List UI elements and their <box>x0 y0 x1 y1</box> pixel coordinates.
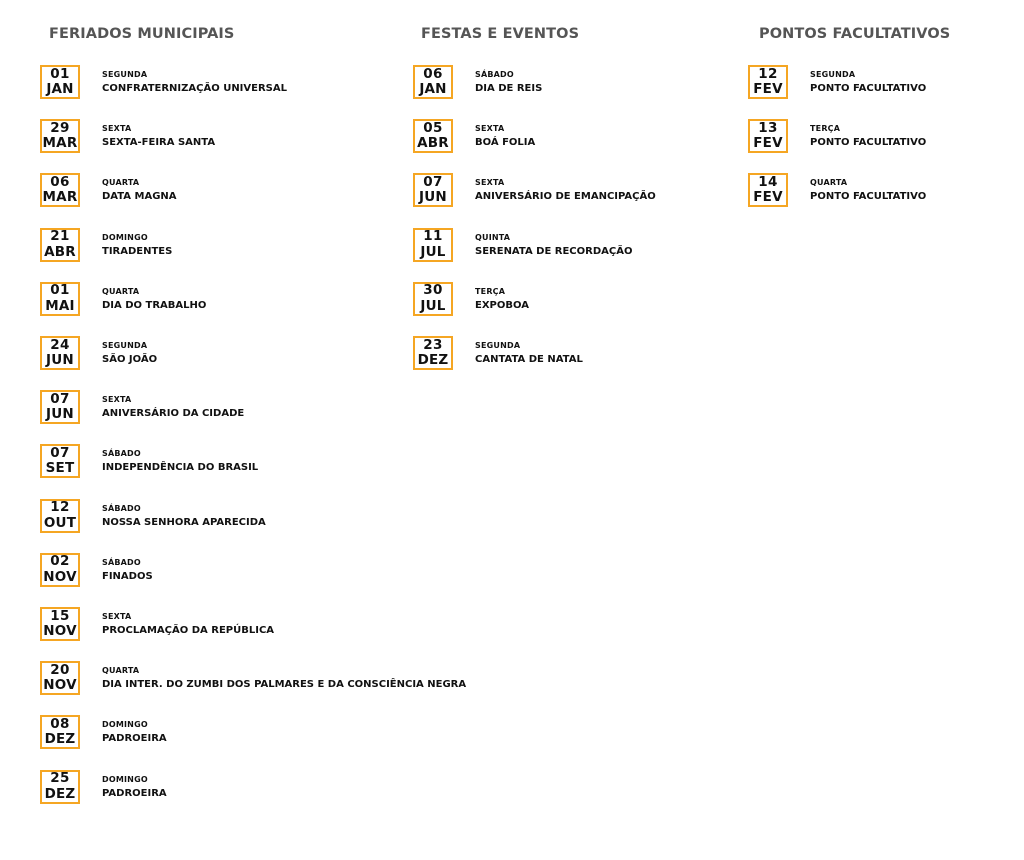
date-box <box>40 553 80 587</box>
weekday-label: SEXTA <box>102 395 132 405</box>
date-month: MAI <box>45 297 75 314</box>
date-month: NOV <box>43 623 77 639</box>
date-box <box>413 173 453 207</box>
date-box <box>40 173 80 207</box>
date-month: JUN <box>46 352 74 368</box>
holiday-name: CONFRATERNIZAÇÃO UNIVERSAL <box>102 83 287 94</box>
date-day: 07 <box>423 173 443 190</box>
holiday-entry <box>748 65 1024 109</box>
weekday-label: SEXTA <box>102 612 132 621</box>
date-day: 15 <box>50 607 70 624</box>
holiday-entry <box>413 228 933 272</box>
holiday-name: DIA INTER. DO ZUMBI DOS PALMARES E DA CONSCIÊNCIA NEGRA <box>102 679 467 691</box>
holiday-name: PONTO FACULTATIVO <box>810 83 927 94</box>
holiday-name: PONTO FACULTATIVO <box>810 191 927 203</box>
date-month: JUL <box>420 243 446 260</box>
holiday-entry <box>40 715 560 759</box>
date-day: 01 <box>50 282 70 299</box>
date-box <box>40 228 80 262</box>
holiday-name: CANTATA DE NATAL <box>475 354 583 365</box>
holiday-name: TIRADENTES <box>102 245 173 257</box>
date-day: 14 <box>758 173 778 190</box>
column-title: PONTOS FACULTATIVOS <box>759 26 951 42</box>
weekday-label: SEXTA <box>475 178 505 188</box>
date-day: 05 <box>423 119 443 136</box>
date-day: 08 <box>50 715 70 732</box>
holiday-name: INDEPENDÊNCIA DO BRASIL <box>102 462 259 474</box>
holiday-entry <box>40 661 560 705</box>
date-box <box>40 336 80 370</box>
holiday-entry <box>40 770 560 814</box>
holiday-name: SEXTA-FEIRA SANTA <box>102 137 216 149</box>
holiday-name: DATA MAGNA <box>102 191 177 203</box>
date-box <box>40 390 80 424</box>
holiday-entry <box>748 173 1024 217</box>
holiday-name: DIA DE REIS <box>475 83 543 94</box>
date-day: 01 <box>50 65 70 82</box>
date-month: JAN <box>419 81 447 97</box>
holiday-name: NOSSA SENHORA APARECIDA <box>102 516 266 528</box>
weekday-label: SÁBADO <box>102 449 141 459</box>
weekday-label: SEGUNDA <box>102 70 148 79</box>
weekday-label: QUARTA <box>102 666 140 676</box>
date-box <box>40 715 80 749</box>
date-day: 30 <box>423 282 443 299</box>
holiday-name: DIA DO TRABALHO <box>102 299 207 311</box>
holiday-name: EXPOBOA <box>475 299 529 311</box>
date-day: 06 <box>423 65 443 82</box>
weekday-label: DOMINGO <box>102 232 148 242</box>
date-box <box>40 282 80 316</box>
date-day: 02 <box>50 553 70 570</box>
weekday-label: SEXTA <box>475 124 505 134</box>
date-day: 12 <box>50 499 70 516</box>
date-month: JAN <box>46 81 74 97</box>
date-box <box>748 65 788 99</box>
holiday-entry <box>40 444 560 488</box>
date-day: 11 <box>423 228 443 245</box>
date-day: 06 <box>50 173 70 190</box>
date-month: JUL <box>420 297 446 314</box>
column-title: FESTAS E EVENTOS <box>421 26 580 42</box>
date-box <box>40 119 80 153</box>
date-box <box>40 607 80 641</box>
weekday-label: QUARTA <box>102 286 140 296</box>
date-box <box>748 173 788 207</box>
date-box <box>413 65 453 99</box>
date-month: OUT <box>43 514 77 531</box>
date-month: MAR <box>42 189 78 206</box>
date-month: FEV <box>753 81 783 97</box>
date-month: MAR <box>42 135 78 152</box>
holiday-name: SÃO JOÃO <box>102 354 158 365</box>
holiday-entry <box>40 390 560 434</box>
date-day: 23 <box>423 336 443 353</box>
date-day: 24 <box>50 336 70 353</box>
date-month: JUN <box>419 189 447 206</box>
date-box <box>40 444 80 478</box>
date-box <box>413 282 453 316</box>
weekday-label: SEGUNDA <box>810 70 856 79</box>
date-month: NOV <box>43 568 77 585</box>
date-month: FEV <box>753 135 783 152</box>
date-day: 12 <box>758 65 778 82</box>
holiday-entry <box>40 499 560 543</box>
weekday-label: SÁBADO <box>475 70 514 79</box>
date-month: ABR <box>417 135 449 152</box>
date-box <box>413 228 453 262</box>
date-month: JUN <box>46 406 74 423</box>
date-box <box>40 499 80 533</box>
date-box <box>413 336 453 370</box>
date-month: DEZ <box>44 785 76 802</box>
holiday-entry <box>40 553 560 597</box>
holiday-entry <box>748 119 1024 163</box>
date-month: NOV <box>43 677 77 694</box>
weekday-label: SEGUNDA <box>475 341 521 350</box>
weekday-label: SÁBADO <box>102 557 141 567</box>
date-day: 29 <box>50 119 70 136</box>
column-title: FERIADOS MUNICIPAIS <box>49 26 235 42</box>
holiday-entry <box>413 282 933 326</box>
weekday-label: QUINTA <box>475 232 511 242</box>
date-month: ABR <box>44 243 76 260</box>
date-day: 25 <box>50 770 70 787</box>
holiday-name: ANIVERSÁRIO DA CIDADE <box>102 408 245 420</box>
date-day: 20 <box>50 661 70 678</box>
holiday-name: SERENATA DE RECORDAÇÃO <box>475 245 633 257</box>
date-day: 21 <box>50 228 70 245</box>
weekday-label: QUARTA <box>810 178 848 188</box>
date-month: SET <box>45 460 75 477</box>
holiday-name: PADROEIRA <box>102 733 167 745</box>
holiday-name: PROCLAMAÇÃO DA REPÚBLICA <box>102 625 275 636</box>
date-box <box>40 65 80 99</box>
date-day: 07 <box>50 444 70 461</box>
holiday-name: ANIVERSÁRIO DE EMANCIPAÇÃO <box>475 191 656 203</box>
date-month: DEZ <box>417 352 449 368</box>
weekday-label: SEGUNDA <box>102 341 148 350</box>
weekday-label: QUARTA <box>102 178 140 188</box>
weekday-label: SEXTA <box>102 124 132 134</box>
date-box <box>40 770 80 804</box>
date-day: 07 <box>50 390 70 407</box>
holiday-entry <box>40 607 560 651</box>
weekday-label: TERÇA <box>475 286 506 296</box>
holiday-name: BOÁ FOLIA <box>475 137 536 149</box>
date-box <box>748 119 788 153</box>
holiday-name: FINADOS <box>102 570 153 582</box>
weekday-label: SÁBADO <box>102 503 141 513</box>
weekday-label: TERÇA <box>810 124 841 134</box>
holiday-entry <box>413 336 933 380</box>
date-box <box>40 661 80 695</box>
weekday-label: DOMINGO <box>102 774 148 784</box>
date-day: 13 <box>758 119 778 136</box>
date-box <box>413 119 453 153</box>
date-month: DEZ <box>44 731 76 748</box>
holiday-name: PADROEIRA <box>102 787 167 799</box>
weekday-label: DOMINGO <box>102 720 148 730</box>
date-month: FEV <box>753 189 783 206</box>
holiday-name: PONTO FACULTATIVO <box>810 137 927 149</box>
